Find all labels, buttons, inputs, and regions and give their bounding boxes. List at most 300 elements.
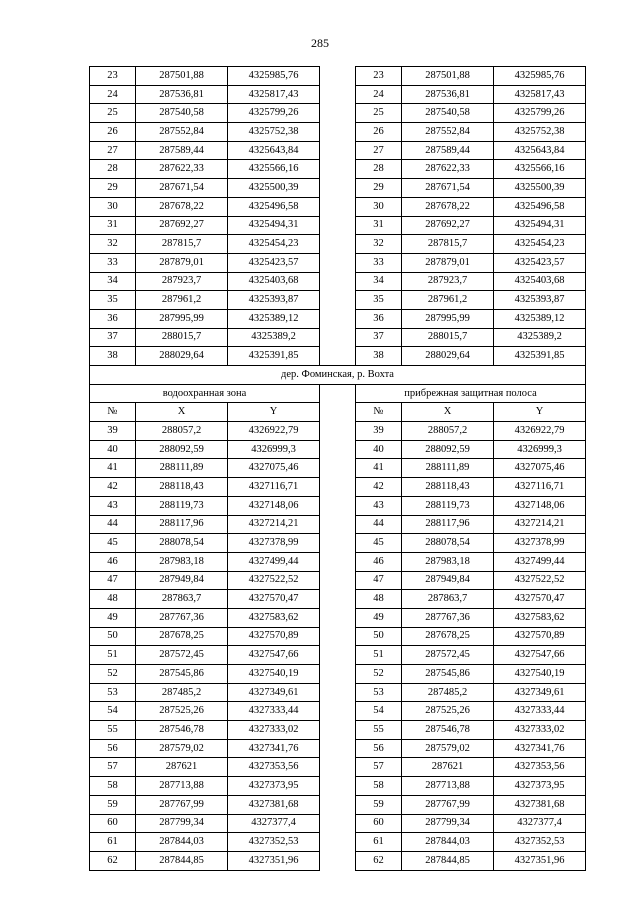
left-x-cell: 287879,01 — [136, 253, 228, 272]
left-num-cell: 39 — [90, 422, 136, 441]
left-y-cell: 4326999,3 — [228, 440, 320, 459]
right-x-cell: 287844,85 — [402, 851, 494, 870]
table-row — [90, 777, 586, 796]
right-y-cell: 4327333,02 — [494, 721, 586, 740]
left-y-cell: 4327522,52 — [228, 571, 320, 590]
page-number: 285 — [311, 36, 329, 50]
right-x-cell: 287501,88 — [402, 67, 494, 86]
right-x-cell: 287767,36 — [402, 608, 494, 627]
table-row — [90, 104, 586, 123]
column-gap — [320, 739, 356, 758]
column-gap — [320, 478, 356, 497]
right-num-cell: 27 — [356, 141, 402, 160]
table-row — [90, 235, 586, 254]
right-y-cell: 4327349,61 — [494, 683, 586, 702]
column-gap — [320, 403, 356, 422]
right-num-cell: 47 — [356, 571, 402, 590]
right-num-cell: 57 — [356, 758, 402, 777]
right-y-cell: 4327341,76 — [494, 739, 586, 758]
column-gap — [320, 608, 356, 627]
left-y-cell: 4325423,57 — [228, 253, 320, 272]
right-x-cell: 288078,54 — [402, 534, 494, 553]
right-col-num-header: № — [356, 403, 402, 422]
left-num-cell: 43 — [90, 496, 136, 515]
right-x-cell: 287678,25 — [402, 627, 494, 646]
right-num-cell: 34 — [356, 272, 402, 291]
left-num-cell: 31 — [90, 216, 136, 235]
left-num-cell: 48 — [90, 590, 136, 609]
right-num-cell: 52 — [356, 665, 402, 684]
right-y-cell: 4326999,3 — [494, 440, 586, 459]
table-row — [90, 478, 586, 497]
left-x-cell: 288119,73 — [136, 496, 228, 515]
column-gap — [320, 216, 356, 235]
right-num-cell: 23 — [356, 67, 402, 86]
section-title: дер. Фоминская, р. Вохта — [90, 366, 586, 385]
right-num-cell: 60 — [356, 814, 402, 833]
table-row — [90, 758, 586, 777]
right-x-cell: 287961,2 — [402, 291, 494, 310]
right-y-cell: 4325643,84 — [494, 141, 586, 160]
right-x-cell: 287995,99 — [402, 309, 494, 328]
right-y-cell: 4325391,85 — [494, 347, 586, 366]
left-y-cell: 4327349,61 — [228, 683, 320, 702]
left-num-cell: 30 — [90, 197, 136, 216]
right-num-cell: 61 — [356, 833, 402, 852]
right-num-cell: 31 — [356, 216, 402, 235]
left-y-cell: 4327333,44 — [228, 702, 320, 721]
column-gap — [320, 702, 356, 721]
column-gap — [320, 85, 356, 104]
right-x-cell: 287815,7 — [402, 235, 494, 254]
column-gap — [320, 459, 356, 478]
left-num-cell: 57 — [90, 758, 136, 777]
left-x-cell: 288092,59 — [136, 440, 228, 459]
left-y-cell: 4327377,4 — [228, 814, 320, 833]
column-gap — [320, 496, 356, 515]
column-gap — [320, 534, 356, 553]
right-x-cell: 288118,43 — [402, 478, 494, 497]
left-num-cell: 56 — [90, 739, 136, 758]
right-y-cell: 4327378,99 — [494, 534, 586, 553]
left-y-cell: 4325752,38 — [228, 123, 320, 142]
right-y-cell: 4325494,31 — [494, 216, 586, 235]
right-num-cell: 44 — [356, 515, 402, 534]
right-y-cell: 4327522,52 — [494, 571, 586, 590]
right-y-cell: 4327353,56 — [494, 758, 586, 777]
left-num-cell: 45 — [90, 534, 136, 553]
left-x-cell: 287767,36 — [136, 608, 228, 627]
column-header-row — [90, 403, 586, 422]
left-y-cell: 4327381,68 — [228, 795, 320, 814]
right-y-cell: 4325752,38 — [494, 123, 586, 142]
left-x-cell: 287671,54 — [136, 179, 228, 198]
table-row — [90, 627, 586, 646]
right-x-cell: 287692,27 — [402, 216, 494, 235]
column-gap — [320, 272, 356, 291]
coordinates-table — [89, 66, 586, 871]
table-row — [90, 608, 586, 627]
right-y-cell: 4327373,95 — [494, 777, 586, 796]
coastal-protection-strip-label: прибрежная защитная полоса — [356, 384, 586, 403]
section-title-row — [90, 366, 586, 385]
right-num-cell: 62 — [356, 851, 402, 870]
column-gap — [320, 833, 356, 852]
right-y-cell: 4325799,26 — [494, 104, 586, 123]
column-gap — [320, 160, 356, 179]
table-row — [90, 197, 586, 216]
left-x-cell: 288078,54 — [136, 534, 228, 553]
right-y-cell: 4327499,44 — [494, 552, 586, 571]
table-row — [90, 683, 586, 702]
left-num-cell: 37 — [90, 328, 136, 347]
column-gap — [320, 291, 356, 310]
right-num-cell: 46 — [356, 552, 402, 571]
left-y-cell: 4325643,84 — [228, 141, 320, 160]
left-num-cell: 41 — [90, 459, 136, 478]
left-num-cell: 35 — [90, 291, 136, 310]
right-x-cell: 288057,2 — [402, 422, 494, 441]
right-x-cell: 287579,02 — [402, 739, 494, 758]
left-x-cell: 287983,18 — [136, 552, 228, 571]
left-y-cell: 4325566,16 — [228, 160, 320, 179]
left-x-cell: 288118,43 — [136, 478, 228, 497]
left-num-cell: 36 — [90, 309, 136, 328]
right-num-cell: 51 — [356, 646, 402, 665]
left-y-cell: 4327378,99 — [228, 534, 320, 553]
column-gap — [320, 179, 356, 198]
table-row — [90, 721, 586, 740]
column-gap — [320, 141, 356, 160]
zone-header-row — [90, 384, 586, 403]
left-num-cell: 26 — [90, 123, 136, 142]
right-y-cell: 4327351,96 — [494, 851, 586, 870]
right-x-cell: 287949,84 — [402, 571, 494, 590]
left-x-cell: 288117,96 — [136, 515, 228, 534]
upper-table-body — [90, 67, 586, 366]
left-num-cell: 29 — [90, 179, 136, 198]
left-x-cell: 287545,86 — [136, 665, 228, 684]
left-x-cell: 287713,88 — [136, 777, 228, 796]
table-row — [90, 552, 586, 571]
right-x-cell: 287546,78 — [402, 721, 494, 740]
column-gap — [320, 627, 356, 646]
left-y-cell: 4327341,76 — [228, 739, 320, 758]
right-y-cell: 4327583,62 — [494, 608, 586, 627]
right-num-cell: 48 — [356, 590, 402, 609]
left-y-cell: 4325496,58 — [228, 197, 320, 216]
left-x-cell: 287863,7 — [136, 590, 228, 609]
column-gap — [320, 721, 356, 740]
right-y-cell: 4327547,66 — [494, 646, 586, 665]
right-num-cell: 33 — [356, 253, 402, 272]
left-col-y-header: Y — [228, 403, 320, 422]
left-num-cell: 50 — [90, 627, 136, 646]
table-row — [90, 440, 586, 459]
table-row — [90, 851, 586, 870]
table-row — [90, 665, 586, 684]
column-gap — [320, 197, 356, 216]
left-y-cell: 4327570,89 — [228, 627, 320, 646]
right-x-cell: 287621 — [402, 758, 494, 777]
column-gap — [320, 67, 356, 86]
column-gap — [320, 777, 356, 796]
column-gap — [320, 515, 356, 534]
left-x-cell: 287799,34 — [136, 814, 228, 833]
table-row — [90, 795, 586, 814]
left-y-cell: 4327570,47 — [228, 590, 320, 609]
left-x-cell: 287995,99 — [136, 309, 228, 328]
left-y-cell: 4325389,2 — [228, 328, 320, 347]
right-x-cell: 287525,26 — [402, 702, 494, 721]
left-x-cell: 287844,03 — [136, 833, 228, 852]
right-x-cell: 287622,33 — [402, 160, 494, 179]
right-y-cell: 4325985,76 — [494, 67, 586, 86]
right-x-cell: 287678,22 — [402, 197, 494, 216]
table-row — [90, 179, 586, 198]
left-num-cell: 23 — [90, 67, 136, 86]
column-gap — [320, 646, 356, 665]
right-y-cell: 4327381,68 — [494, 795, 586, 814]
right-num-cell: 50 — [356, 627, 402, 646]
column-gap — [320, 384, 356, 403]
right-x-cell: 288029,64 — [402, 347, 494, 366]
column-gap — [320, 758, 356, 777]
right-num-cell: 24 — [356, 85, 402, 104]
left-num-cell: 44 — [90, 515, 136, 534]
left-num-cell: 58 — [90, 777, 136, 796]
right-x-cell: 287545,86 — [402, 665, 494, 684]
column-gap — [320, 123, 356, 142]
right-y-cell: 4325454,23 — [494, 235, 586, 254]
left-x-cell: 287844,85 — [136, 851, 228, 870]
left-y-cell: 4327547,66 — [228, 646, 320, 665]
table-row — [90, 160, 586, 179]
left-num-cell: 60 — [90, 814, 136, 833]
left-y-cell: 4327353,56 — [228, 758, 320, 777]
left-num-cell: 47 — [90, 571, 136, 590]
right-num-cell: 32 — [356, 235, 402, 254]
right-x-cell: 287983,18 — [402, 552, 494, 571]
left-y-cell: 4325817,43 — [228, 85, 320, 104]
lower-table-body — [90, 422, 586, 871]
right-num-cell: 28 — [356, 160, 402, 179]
left-num-cell: 42 — [90, 478, 136, 497]
right-y-cell: 4327214,21 — [494, 515, 586, 534]
table-row — [90, 85, 586, 104]
right-x-cell: 287923,7 — [402, 272, 494, 291]
right-num-cell: 29 — [356, 179, 402, 198]
right-num-cell: 36 — [356, 309, 402, 328]
right-y-cell: 4325500,39 — [494, 179, 586, 198]
left-x-cell: 287767,99 — [136, 795, 228, 814]
left-num-cell: 53 — [90, 683, 136, 702]
column-gap — [320, 665, 356, 684]
left-num-cell: 33 — [90, 253, 136, 272]
right-x-cell: 287485,2 — [402, 683, 494, 702]
column-gap — [320, 347, 356, 366]
right-num-cell: 26 — [356, 123, 402, 142]
right-num-cell: 49 — [356, 608, 402, 627]
left-col-num-header: № — [90, 403, 136, 422]
section-header — [90, 366, 586, 422]
left-y-cell: 4325500,39 — [228, 179, 320, 198]
left-x-cell: 287622,33 — [136, 160, 228, 179]
left-x-cell: 287589,44 — [136, 141, 228, 160]
left-y-cell: 4325985,76 — [228, 67, 320, 86]
left-y-cell: 4327214,21 — [228, 515, 320, 534]
column-gap — [320, 814, 356, 833]
right-num-cell: 40 — [356, 440, 402, 459]
left-col-x-header: X — [136, 403, 228, 422]
right-num-cell: 55 — [356, 721, 402, 740]
table-row — [90, 571, 586, 590]
left-x-cell: 287546,78 — [136, 721, 228, 740]
left-y-cell: 4327075,46 — [228, 459, 320, 478]
left-num-cell: 38 — [90, 347, 136, 366]
left-x-cell: 288111,89 — [136, 459, 228, 478]
column-gap — [320, 253, 356, 272]
right-x-cell: 287671,54 — [402, 179, 494, 198]
right-num-cell: 43 — [356, 496, 402, 515]
left-x-cell: 287552,84 — [136, 123, 228, 142]
table-row — [90, 422, 586, 441]
left-x-cell: 288015,7 — [136, 328, 228, 347]
right-x-cell: 288111,89 — [402, 459, 494, 478]
right-y-cell: 4325403,68 — [494, 272, 586, 291]
table-row — [90, 347, 586, 366]
left-x-cell: 287923,7 — [136, 272, 228, 291]
left-y-cell: 4325494,31 — [228, 216, 320, 235]
right-y-cell: 4327116,71 — [494, 478, 586, 497]
column-gap — [320, 683, 356, 702]
right-num-cell: 59 — [356, 795, 402, 814]
table-row — [90, 814, 586, 833]
left-y-cell: 4327333,02 — [228, 721, 320, 740]
left-y-cell: 4327148,06 — [228, 496, 320, 515]
right-x-cell: 287879,01 — [402, 253, 494, 272]
right-x-cell: 287844,03 — [402, 833, 494, 852]
right-num-cell: 39 — [356, 422, 402, 441]
right-y-cell: 4327570,47 — [494, 590, 586, 609]
left-num-cell: 34 — [90, 272, 136, 291]
table-row — [90, 702, 586, 721]
right-x-cell: 287589,44 — [402, 141, 494, 160]
left-x-cell: 287572,45 — [136, 646, 228, 665]
right-y-cell: 4325566,16 — [494, 160, 586, 179]
left-y-cell: 4327499,44 — [228, 552, 320, 571]
left-x-cell: 287579,02 — [136, 739, 228, 758]
table-row — [90, 328, 586, 347]
right-col-x-header: X — [402, 403, 494, 422]
right-x-cell: 287863,7 — [402, 590, 494, 609]
right-y-cell: 4326922,79 — [494, 422, 586, 441]
right-num-cell: 38 — [356, 347, 402, 366]
table-row — [90, 739, 586, 758]
right-x-cell: 287536,81 — [402, 85, 494, 104]
right-num-cell: 58 — [356, 777, 402, 796]
table-row — [90, 515, 586, 534]
left-y-cell: 4325799,26 — [228, 104, 320, 123]
right-num-cell: 37 — [356, 328, 402, 347]
right-num-cell: 53 — [356, 683, 402, 702]
column-gap — [320, 552, 356, 571]
column-gap — [320, 571, 356, 590]
right-num-cell: 56 — [356, 739, 402, 758]
right-x-cell: 287552,84 — [402, 123, 494, 142]
column-gap — [320, 440, 356, 459]
left-y-cell: 4325391,85 — [228, 347, 320, 366]
left-x-cell: 287961,2 — [136, 291, 228, 310]
left-y-cell: 4325403,68 — [228, 272, 320, 291]
left-x-cell: 288057,2 — [136, 422, 228, 441]
right-y-cell: 4325496,58 — [494, 197, 586, 216]
left-y-cell: 4325393,87 — [228, 291, 320, 310]
left-num-cell: 51 — [90, 646, 136, 665]
table-row — [90, 496, 586, 515]
left-y-cell: 4325389,12 — [228, 309, 320, 328]
right-x-cell: 287540,58 — [402, 104, 494, 123]
left-num-cell: 24 — [90, 85, 136, 104]
left-num-cell: 40 — [90, 440, 136, 459]
left-num-cell: 46 — [90, 552, 136, 571]
table-row — [90, 534, 586, 553]
left-x-cell: 287485,2 — [136, 683, 228, 702]
column-gap — [320, 851, 356, 870]
right-num-cell: 42 — [356, 478, 402, 497]
left-num-cell: 27 — [90, 141, 136, 160]
right-x-cell: 288092,59 — [402, 440, 494, 459]
right-y-cell: 4327148,06 — [494, 496, 586, 515]
column-gap — [320, 309, 356, 328]
left-y-cell: 4325454,23 — [228, 235, 320, 254]
right-y-cell: 4325423,57 — [494, 253, 586, 272]
column-gap — [320, 422, 356, 441]
left-y-cell: 4326922,79 — [228, 422, 320, 441]
right-num-cell: 35 — [356, 291, 402, 310]
right-y-cell: 4325817,43 — [494, 85, 586, 104]
right-num-cell: 30 — [356, 197, 402, 216]
left-num-cell: 61 — [90, 833, 136, 852]
left-x-cell: 287540,58 — [136, 104, 228, 123]
right-num-cell: 25 — [356, 104, 402, 123]
left-x-cell: 287501,88 — [136, 67, 228, 86]
right-x-cell: 287572,45 — [402, 646, 494, 665]
right-y-cell: 4327352,53 — [494, 833, 586, 852]
table-row — [90, 646, 586, 665]
table-row — [90, 216, 586, 235]
column-gap — [320, 328, 356, 347]
right-num-cell: 54 — [356, 702, 402, 721]
left-x-cell: 288029,64 — [136, 347, 228, 366]
right-y-cell: 4327570,89 — [494, 627, 586, 646]
left-num-cell: 32 — [90, 235, 136, 254]
table-row — [90, 459, 586, 478]
right-y-cell: 4327377,4 — [494, 814, 586, 833]
column-gap — [320, 795, 356, 814]
column-gap — [320, 104, 356, 123]
left-x-cell: 287621 — [136, 758, 228, 777]
right-col-y-header: Y — [494, 403, 586, 422]
left-x-cell: 287949,84 — [136, 571, 228, 590]
left-num-cell: 25 — [90, 104, 136, 123]
table-row — [90, 253, 586, 272]
column-gap — [320, 235, 356, 254]
left-x-cell: 287678,22 — [136, 197, 228, 216]
right-y-cell: 4327075,46 — [494, 459, 586, 478]
right-x-cell: 287767,99 — [402, 795, 494, 814]
left-x-cell: 287525,26 — [136, 702, 228, 721]
